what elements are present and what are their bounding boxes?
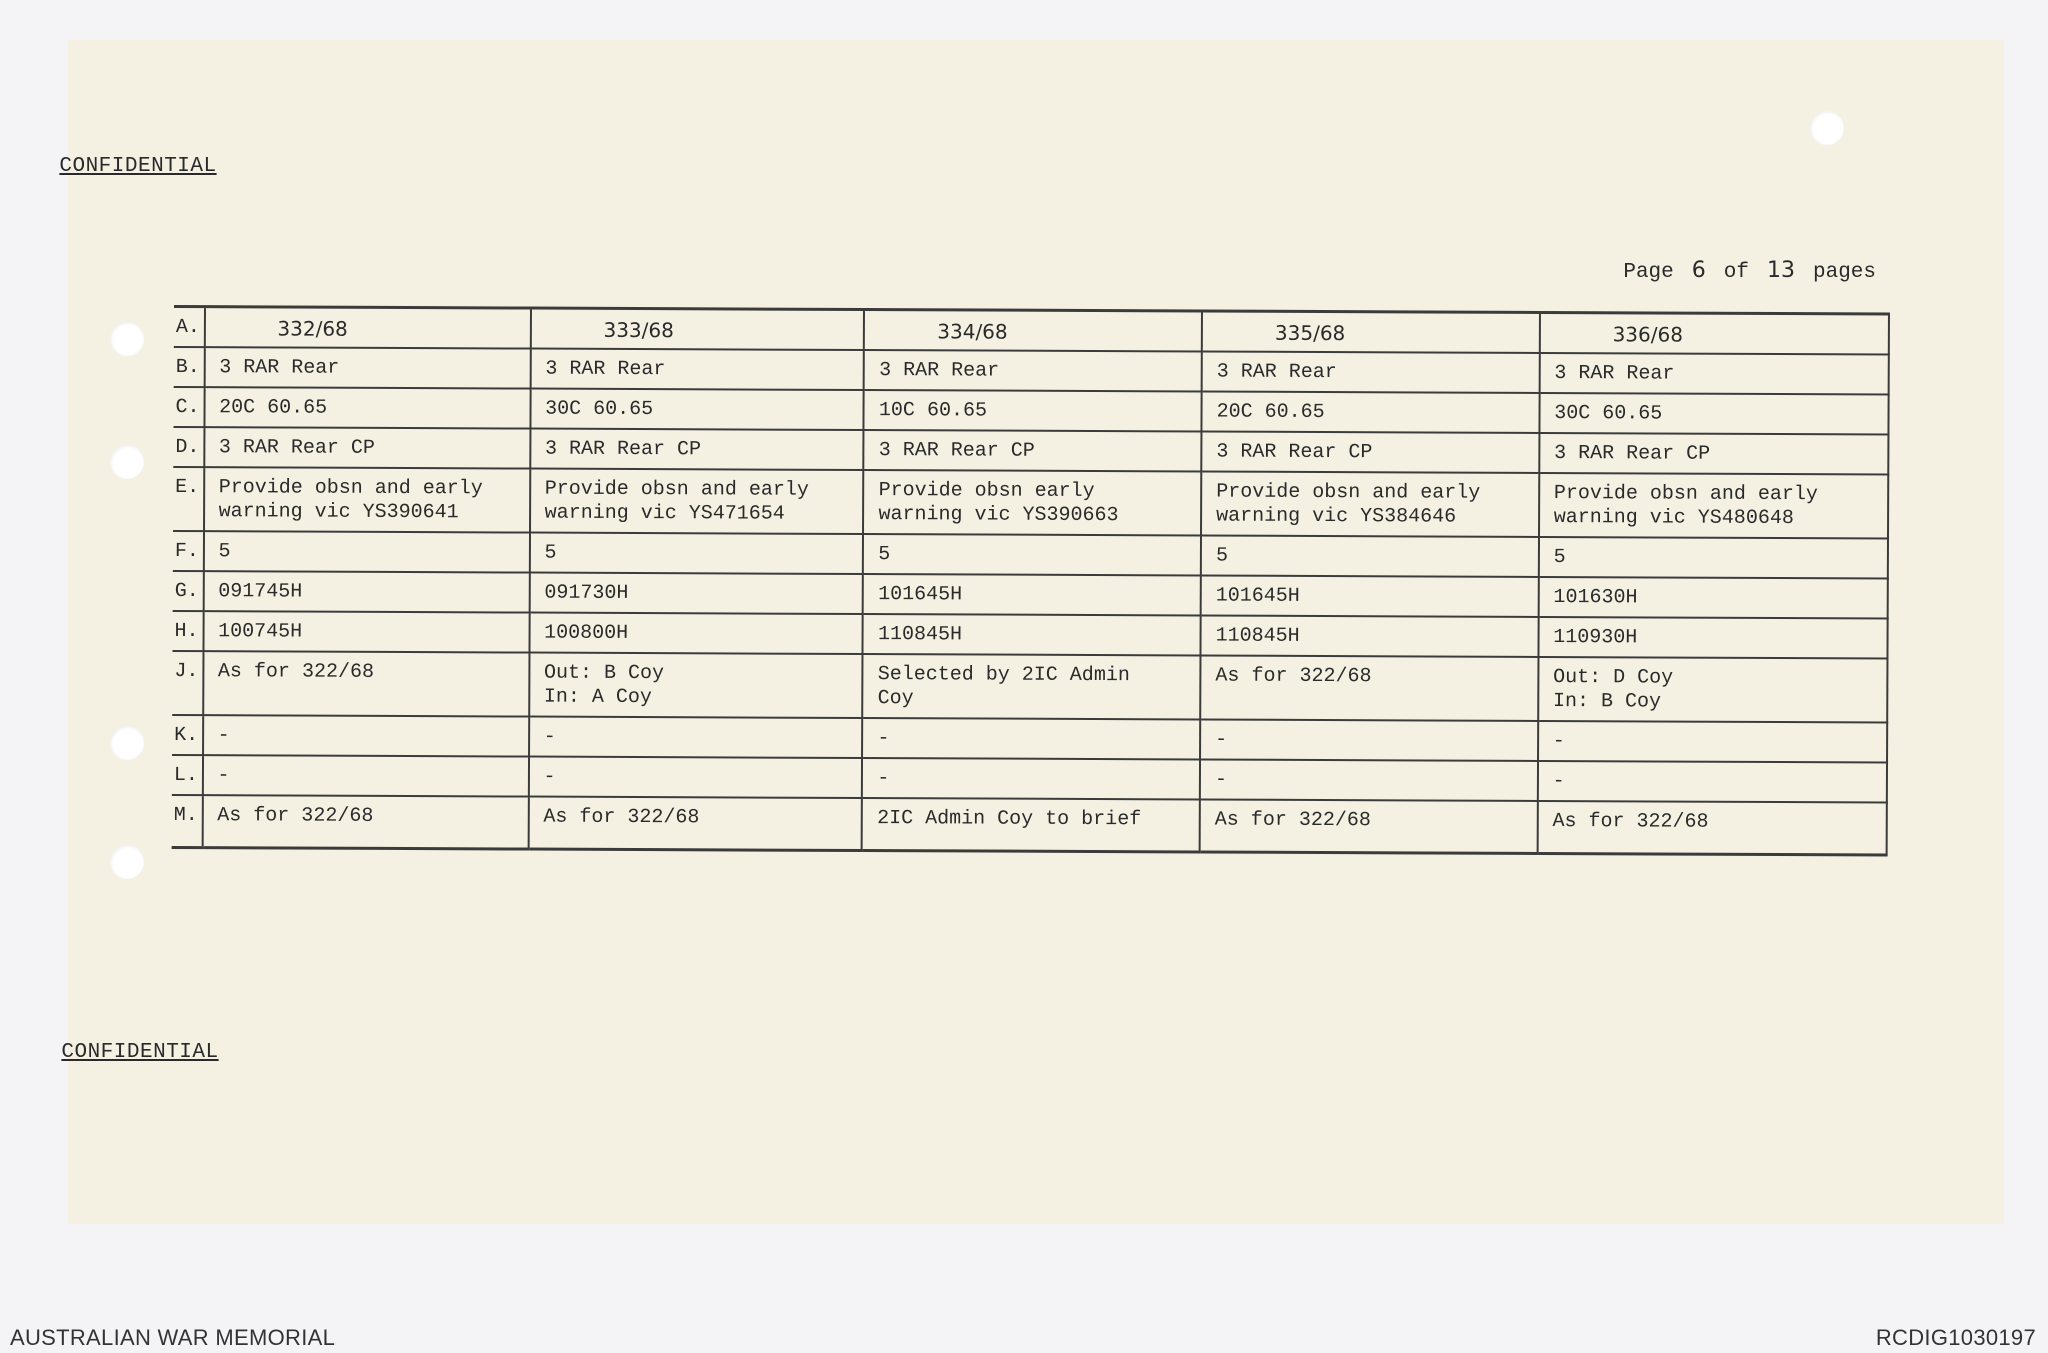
page-label: Page <box>1623 261 1674 284</box>
table-row <box>172 651 1887 722</box>
table-cell: Out: B Coy In: A Coy <box>529 653 863 718</box>
table-cell: 5 <box>1201 535 1539 576</box>
footer-id: RCDIG1030197 <box>1875 1325 2036 1350</box>
page-number: 6 <box>1691 258 1706 283</box>
table-cell: 091745H <box>203 571 529 612</box>
table-cell: 10C 60.65 <box>864 390 1202 431</box>
page-suffix: pages <box>1812 261 1876 284</box>
serial-cell: 336/68 <box>1540 312 1889 354</box>
row-label: B. <box>174 347 205 387</box>
table-cell: Provide obsn and early warning vic YS480648 <box>1539 473 1889 539</box>
table-cell: - <box>202 755 528 796</box>
classification-heading-bottom: CONFIDENTIAL <box>61 1041 219 1064</box>
table-cell: - <box>1200 759 1538 800</box>
punch-hole <box>1810 111 1844 145</box>
table-cell: - <box>528 757 862 798</box>
row-label: C. <box>173 387 204 427</box>
row-label: H. <box>172 611 203 651</box>
serial-cell: 335/68 <box>1202 311 1540 353</box>
table-cell: 5 <box>1539 537 1888 579</box>
table-cell: 110845H <box>863 614 1201 655</box>
row-label: D. <box>173 427 204 467</box>
table-cell: 3 RAR Rear <box>204 347 530 388</box>
page-total: 13 <box>1766 258 1795 283</box>
table-cell: 30C 60.65 <box>1539 393 1888 435</box>
table-cell: 3 RAR Rear <box>864 350 1202 391</box>
serial-cell: 334/68 <box>864 310 1202 352</box>
table-cell: - <box>1200 719 1538 760</box>
table-cell: As for 322/68 <box>203 651 529 716</box>
table-cell: 5 <box>863 534 1201 575</box>
serial-cell: 333/68 <box>530 308 864 350</box>
classification-heading-top: CONFIDENTIAL <box>59 155 217 178</box>
table-cell: As for 322/68 <box>528 797 862 850</box>
table-cell: 3 RAR Rear CP <box>204 427 530 468</box>
table-cell: 3 RAR Rear CP <box>864 430 1202 471</box>
page-of: of <box>1723 261 1749 284</box>
table-cell: 3 RAR Rear CP <box>1201 431 1539 472</box>
row-label: K. <box>172 715 203 755</box>
table-cell: Out: D Coy In: B Coy <box>1538 657 1888 723</box>
table-cell: 3 RAR Rear <box>1539 353 1888 395</box>
punch-hole <box>110 445 144 479</box>
row-label: L. <box>172 755 203 795</box>
document-sheet <box>59 40 2004 1224</box>
row-label: M. <box>172 795 203 847</box>
table-cell: 101630H <box>1538 577 1887 619</box>
table-cell: Provide obsn and early warning vic YS384646 <box>1201 471 1539 536</box>
table-row <box>172 795 1887 854</box>
table-cell: 101645H <box>863 574 1201 615</box>
table-cell: 30C 60.65 <box>530 389 864 430</box>
table-cell: 20C 60.65 <box>1202 391 1540 432</box>
table-cell: As for 322/68 <box>1200 799 1538 852</box>
table-cell: 100745H <box>203 611 529 652</box>
row-label: A. <box>174 307 205 348</box>
row-label: G. <box>173 571 204 611</box>
row-label: E. <box>173 467 204 531</box>
serial-cell: 332/68 <box>204 307 530 349</box>
task-table <box>172 305 1890 856</box>
table-cell: 3 RAR Rear <box>1202 351 1540 392</box>
table-cell: Selected by 2IC Admin Coy <box>863 654 1201 719</box>
table-cell: 110930H <box>1538 617 1887 659</box>
table-cell: - <box>862 718 1200 759</box>
table-cell: 091730H <box>529 573 863 614</box>
footer-source: AUSTRALIAN WAR MEMORIAL <box>10 1325 336 1350</box>
table-cell: 5 <box>203 531 529 572</box>
row-label: J. <box>172 651 203 715</box>
table-cell: As for 322/68 <box>1537 801 1887 855</box>
table-cell: - <box>1538 761 1887 803</box>
table-cell: Provide obsn and early warning vic YS390641 <box>204 467 530 532</box>
table-cell: As for 322/68 <box>1200 655 1538 720</box>
punch-hole <box>110 322 144 356</box>
punch-hole <box>110 726 144 760</box>
table-cell: - <box>1538 721 1887 763</box>
table-row <box>173 467 1888 538</box>
table-cell: 101645H <box>1201 575 1539 616</box>
table-cell: Provide obsn and early warning vic YS471654 <box>530 469 864 534</box>
table-cell: 3 RAR Rear CP <box>530 429 864 470</box>
table-cell: - <box>529 717 863 758</box>
punch-hole <box>110 845 144 879</box>
table-cell: 110845H <box>1201 615 1539 656</box>
table-cell: 5 <box>529 533 863 574</box>
table-cell: 3 RAR Rear <box>530 349 864 390</box>
table-cell: - <box>862 758 1200 799</box>
table-cell: 100800H <box>529 613 863 654</box>
table-cell: 3 RAR Rear CP <box>1539 433 1888 475</box>
row-label: F. <box>173 531 204 571</box>
table-cell: As for 322/68 <box>202 795 528 848</box>
page-indicator <box>1573 235 1876 307</box>
table-cell: Provide obsn early warning vic YS390663 <box>863 470 1201 535</box>
table-cell: 2IC Admin Coy to brief <box>862 798 1200 851</box>
table-cell: - <box>203 715 529 756</box>
table-cell: 20C 60.65 <box>204 387 530 428</box>
